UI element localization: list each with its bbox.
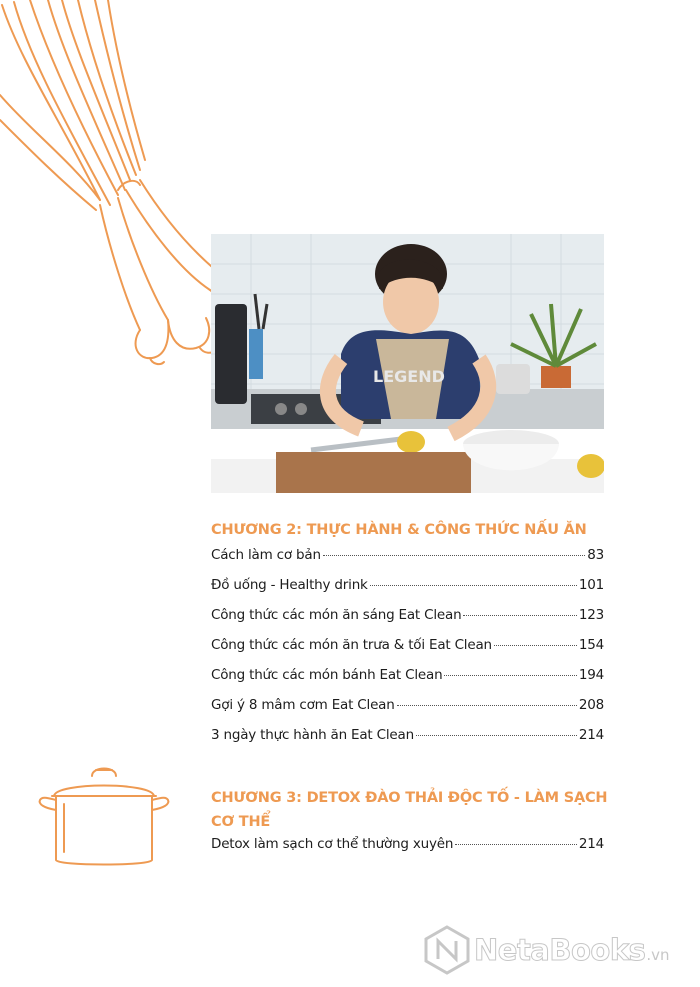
toc-entry-page: 194 <box>578 667 604 683</box>
dot-leader <box>444 675 576 676</box>
toc-entry-page: 123 <box>578 607 604 623</box>
toc-entry-title: Đồ uống - Healthy drink <box>211 577 368 593</box>
toc-entry[interactable] <box>211 727 604 757</box>
dot-leader <box>494 645 577 646</box>
toc-entry[interactable] <box>211 667 604 697</box>
watermark-brand: NetaBooks <box>474 933 646 967</box>
toc-entry-title: Công thức các món bánh Eat Clean <box>211 667 443 683</box>
dot-leader <box>455 844 577 845</box>
toc-entry[interactable] <box>211 697 604 727</box>
toc-entry-page: 208 <box>578 697 604 713</box>
watermark-suffix: .vn <box>646 946 670 964</box>
dot-leader <box>463 615 576 616</box>
toc-entry-page: 83 <box>587 547 604 563</box>
toc-entry-page: 214 <box>578 727 604 743</box>
chapter-2-heading <box>211 518 611 542</box>
toc-entry-title: Detox làm sạch cơ thể thường xuyên <box>211 836 454 852</box>
chapter-3-title-line-2: CƠ THỂ <box>211 814 271 830</box>
dot-leader <box>416 735 577 736</box>
toc-entry-title: Công thức các món ăn trưa & tối Eat Clean <box>211 637 492 653</box>
cooking-pot-icon <box>34 760 174 870</box>
toc-entry-title: 3 ngày thực hành ăn Eat Clean <box>211 727 414 743</box>
toc-entry-page: 154 <box>578 637 604 653</box>
toc-entry[interactable] <box>211 547 604 577</box>
toc-entry-page: 214 <box>578 836 604 852</box>
chapter-3-toc <box>211 836 604 866</box>
dot-leader <box>370 585 577 586</box>
chapter-3-title-line-1: CHƯƠNG 3: DETOX ĐÀO THẢI ĐỘC TỐ - LÀM SẠCH <box>211 790 608 806</box>
toc-entry[interactable] <box>211 607 604 637</box>
toc-entry[interactable] <box>211 577 604 607</box>
toc-entry-title: Cách làm cơ bản <box>211 547 321 563</box>
cooking-photo <box>211 234 604 493</box>
netabooks-watermark <box>424 922 694 978</box>
toc-entry[interactable] <box>211 637 604 667</box>
chapter-2-title: CHƯƠNG 2: THỰC HÀNH & CÔNG THỨC NẤU ĂN <box>211 522 587 538</box>
toc-entry[interactable] <box>211 836 604 866</box>
chapter-2-toc <box>211 547 604 757</box>
toc-entry-page: 101 <box>578 577 604 593</box>
netabooks-logo-icon <box>424 925 470 975</box>
toc-entry-title: Công thức các món ăn sáng Eat Clean <box>211 607 462 623</box>
svg-text:LEGEND: LEGEND <box>373 367 445 386</box>
dot-leader <box>397 705 577 706</box>
chapter-3-heading <box>211 786 611 834</box>
dot-leader <box>323 555 585 556</box>
toc-entry-title: Gợi ý 8 mâm cơm Eat Clean <box>211 697 395 713</box>
